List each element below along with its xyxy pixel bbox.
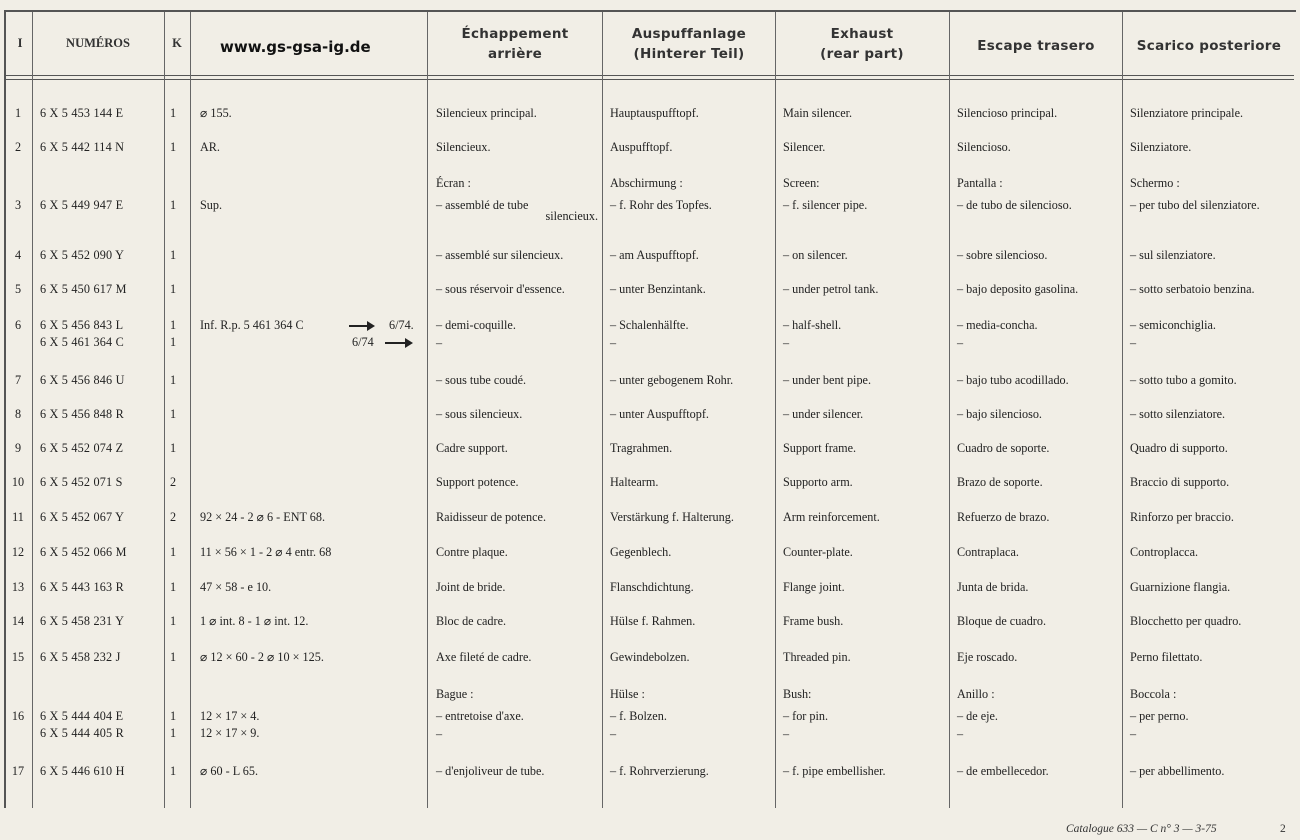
group-heading-it: Boccola :	[1130, 687, 1177, 701]
description-it: – per tubo del silenziatore.	[1130, 198, 1260, 212]
description-de: – unter Auspufftopf.	[610, 407, 709, 421]
date-from: 6/74.	[389, 318, 414, 332]
description-it: Rinforzo per braccio.	[1130, 510, 1234, 524]
header-german	[604, 24, 774, 64]
website-url: www.gs-gsa-ig.de	[220, 38, 371, 56]
arrow-icon	[385, 342, 407, 344]
description-it: Silenziatore principale.	[1130, 106, 1244, 120]
dash-es: –	[957, 336, 964, 350]
header-english-line2: (rear part)	[820, 46, 904, 62]
quantity: 1	[170, 709, 177, 723]
quantity: 2	[170, 475, 177, 489]
quantity: 1	[170, 441, 177, 455]
part-number: 6 X 5 446 610 H	[40, 764, 125, 778]
description-fr: – sous tube coudé.	[436, 373, 527, 387]
specification: ⌀ 60 - L 65.	[200, 764, 258, 778]
top-border	[4, 10, 1296, 12]
description-en: Flange joint.	[783, 580, 845, 594]
row-index: 3	[14, 198, 22, 212]
part-number: 6 X 5 458 231 Y	[40, 614, 125, 628]
date-until: 6/74	[352, 335, 374, 349]
quantity: 1	[170, 650, 177, 664]
description-fr: Joint de bride.	[436, 580, 506, 594]
col-line-8	[1122, 12, 1123, 808]
quantity: 1	[170, 614, 177, 628]
description-en: – under silencer.	[783, 407, 864, 421]
header-french-line2: arrière	[487, 46, 543, 62]
description-de: Auspufftopf.	[610, 140, 673, 154]
part-number: 6 X 5 444 404 E	[40, 709, 124, 723]
description-fr: Silencieux.	[436, 140, 491, 154]
description-fr: – assemblé sur silencieux.	[436, 248, 564, 262]
group-heading-fr: Bague :	[436, 687, 474, 701]
description-de: Tragrahmen.	[610, 441, 673, 455]
specification: Sup.	[200, 198, 223, 212]
part-number: 6 X 5 452 074 Z	[40, 441, 124, 455]
description-it: – per abbellimento.	[1130, 764, 1225, 778]
row-index: 10	[11, 475, 25, 489]
header-divider-2	[6, 79, 1294, 80]
description-it: Perno filettato.	[1130, 650, 1203, 664]
part-number: 6 X 5 452 071 S	[40, 475, 123, 489]
col-line-2	[164, 12, 165, 808]
part-number: 6 X 5 452 067 Y	[40, 510, 125, 524]
col-line-6	[775, 12, 776, 808]
row-index: 13	[11, 580, 25, 594]
description-fr: Raidisseur de potence.	[436, 510, 546, 524]
description-it: Quadro di supporto.	[1130, 441, 1228, 455]
dash-en: –	[783, 727, 790, 741]
part-number: 6 X 5 453 144 E	[40, 106, 124, 120]
part-number: 6 X 5 456 843 L	[40, 318, 124, 332]
row-index: 5	[14, 282, 22, 296]
row-index: 8	[14, 407, 22, 421]
row-index: 9	[14, 441, 22, 455]
part-number: 6 X 5 456 846 U	[40, 373, 125, 387]
part-number: 6 X 5 458 232 J	[40, 650, 121, 664]
description-de: Haltearm.	[610, 475, 659, 489]
group-heading-en: Screen:	[783, 176, 820, 190]
specification: 1 ⌀ int. 8 - 1 ⌀ int. 12.	[200, 614, 309, 628]
specification-2: 12 × 17 × 9.	[200, 726, 260, 740]
description-it: – per perno.	[1130, 709, 1189, 723]
description-it: – sotto serbatoio benzina.	[1130, 282, 1255, 296]
quantity: 1	[170, 407, 177, 421]
description-fr: Cadre support.	[436, 441, 508, 455]
part-number: 6 X 5 452 066 M	[40, 545, 127, 559]
description-fr: – entretoise d'axe.	[436, 709, 524, 723]
header-spanish: Escape trasero	[977, 38, 1095, 54]
part-number: 6 X 5 456 848 R	[40, 407, 124, 421]
part-number-2: 6 X 5 461 364 C	[40, 335, 124, 349]
description-en: Counter-plate.	[783, 545, 853, 559]
row-index: 11	[12, 510, 24, 524]
quantity: 1	[170, 248, 177, 262]
description-en: – f. pipe embellisher.	[783, 764, 886, 778]
description-es: – de tubo de silencioso.	[957, 198, 1072, 212]
header-divider	[6, 75, 1294, 76]
quantity: 1	[170, 198, 177, 212]
header-english-line1: Exhaust	[830, 26, 894, 42]
group-heading-de: Hülse :	[610, 687, 645, 701]
quantity-2: 1	[170, 726, 177, 740]
quantity: 1	[170, 282, 177, 296]
description-de: Gegenblech.	[610, 545, 672, 559]
description-fr: – sous silencieux.	[436, 407, 523, 421]
description-en: Supporto arm.	[783, 475, 853, 489]
description-it: Guarnizione flangia.	[1130, 580, 1231, 594]
description-it: Controplacca.	[1130, 545, 1199, 559]
description-fr: Contre plaque.	[436, 545, 508, 559]
description-de: – Schalenhälfte.	[610, 318, 689, 332]
catalogue-reference: Catalogue 633 — C n° 3 — 3-75	[1066, 823, 1217, 835]
description-es: Junta de brida.	[957, 580, 1029, 594]
row-index: 14	[11, 614, 25, 628]
description-es: – sobre silencioso.	[957, 248, 1048, 262]
description-fr: Support potence.	[436, 475, 519, 489]
dash-es: –	[957, 727, 964, 741]
left-border	[4, 10, 6, 808]
specification: 92 × 24 - 2 ⌀ 6 - ENT 68.	[200, 510, 326, 524]
description-es: – de eje.	[957, 709, 998, 723]
specification: 12 × 17 × 4.	[200, 709, 260, 723]
specification: 47 × 58 - e 10.	[200, 580, 272, 594]
header-col-i: I	[17, 36, 23, 50]
description-de: – f. Bolzen.	[610, 709, 667, 723]
group-heading-en: Bush:	[783, 687, 812, 701]
dash-fr: –	[436, 727, 443, 741]
description-en: Support frame.	[783, 441, 857, 455]
header-french-line1: Échappement	[461, 26, 569, 42]
row-index: 15	[11, 650, 25, 664]
specification: Inf. R.p. 5 461 364 C	[200, 318, 304, 332]
header-col-numeros: NUMÉROS	[66, 36, 130, 50]
header-italian: Scarico posteriore	[1136, 38, 1282, 54]
description-fr: – sous réservoir d'essence.	[436, 282, 565, 296]
col-line-4	[427, 12, 428, 808]
part-number: 6 X 5 442 114 N	[40, 140, 125, 154]
row-index: 2	[14, 140, 22, 154]
col-line-7	[949, 12, 950, 808]
row-index: 16	[11, 709, 25, 723]
description-en: – half-shell.	[783, 318, 842, 332]
description-fr: – demi-coquille.	[436, 318, 516, 332]
dash-it: –	[1130, 727, 1137, 741]
group-heading-de: Abschirmung :	[610, 176, 683, 190]
arrow-icon	[349, 325, 369, 327]
description-it: – sotto silenziatore.	[1130, 407, 1226, 421]
group-heading-es: Anillo :	[957, 687, 995, 701]
description-es: – media-concha.	[957, 318, 1038, 332]
description-it: – semiconchiglia.	[1130, 318, 1216, 332]
description-es: Refuerzo de brazo.	[957, 510, 1050, 524]
quantity: 1	[170, 764, 177, 778]
description-es: – de embellecedor.	[957, 764, 1049, 778]
dash-de: –	[610, 727, 617, 741]
description-es: Bloque de cuadro.	[957, 614, 1047, 628]
description-es: – bajo tubo acodillado.	[957, 373, 1069, 387]
description-de: Verstärkung f. Halterung.	[610, 510, 734, 524]
col-line-1	[32, 12, 33, 808]
row-index: 1	[14, 106, 22, 120]
description-es: – bajo silencioso.	[957, 407, 1042, 421]
description-de: – unter gebogenem Rohr.	[610, 373, 734, 387]
description-it: – sotto tubo a gomito.	[1130, 373, 1237, 387]
header-english	[777, 24, 947, 64]
group-heading-it: Schermo :	[1130, 176, 1180, 190]
dash-it: –	[1130, 336, 1137, 350]
part-number: 6 X 5 450 617 M	[40, 282, 127, 296]
description-de: Flanschdichtung.	[610, 580, 694, 594]
description-es: Silencioso principal.	[957, 106, 1058, 120]
part-number: 6 X 5 452 090 Y	[40, 248, 125, 262]
description-de: – unter Benzintank.	[610, 282, 706, 296]
group-heading-fr: Écran :	[436, 176, 471, 190]
page-number: 2	[1280, 823, 1286, 835]
specification: AR.	[200, 140, 220, 154]
description-de: Hülse f. Rahmen.	[610, 614, 696, 628]
row-index: 4	[14, 248, 22, 262]
description-de: Gewindebolzen.	[610, 650, 690, 664]
description-fr: Axe fileté de cadre.	[436, 650, 532, 664]
description-it: Braccio di supporto.	[1130, 475, 1230, 489]
quantity: 1	[170, 106, 177, 120]
description-en: – f. silencer pipe.	[783, 198, 868, 212]
dash-de: –	[610, 336, 617, 350]
specification: ⌀ 155.	[200, 106, 232, 120]
group-heading-es: Pantalla :	[957, 176, 1003, 190]
row-index: 17	[11, 764, 25, 778]
dash-en: –	[783, 336, 790, 350]
description-fr: – d'enjoliveur de tube.	[436, 764, 545, 778]
quantity: 2	[170, 510, 177, 524]
col-line-5	[602, 12, 603, 808]
description-it: Silenziatore.	[1130, 140, 1192, 154]
description-es: Cuadro de soporte.	[957, 441, 1050, 455]
description-en: – for pin.	[783, 709, 829, 723]
quantity: 1	[170, 580, 177, 594]
quantity: 1	[170, 318, 177, 332]
quantity-2: 1	[170, 335, 177, 349]
header-german-line2: (Hinterer Teil)	[633, 46, 745, 62]
description-es: – bajo deposito gasolina.	[957, 282, 1079, 296]
description-de: – am Auspufftopf.	[610, 248, 699, 262]
row-index: 12	[11, 545, 25, 559]
description-en: Arm reinforcement.	[783, 510, 880, 524]
description-en: Main silencer.	[783, 106, 853, 120]
description-en: Threaded pin.	[783, 650, 851, 664]
description-de: – f. Rohrverzierung.	[610, 764, 709, 778]
dash-fr: –	[436, 336, 443, 350]
description-fr: – assemblé de tube	[436, 198, 529, 212]
description-en: – on silencer.	[783, 248, 848, 262]
description-de: – f. Rohr des Topfes.	[610, 198, 712, 212]
part-number: 6 X 5 443 163 R	[40, 580, 124, 594]
row-index: 7	[14, 373, 22, 387]
description-de: Hauptauspufftopf.	[610, 106, 699, 120]
description-es: Contraplaca.	[957, 545, 1019, 559]
header-french	[430, 24, 600, 64]
quantity: 1	[170, 140, 177, 154]
description-es: Brazo de soporte.	[957, 475, 1043, 489]
specification: 11 × 56 × 1 - 2 ⌀ 4 entr. 68	[200, 545, 332, 559]
specification: ⌀ 12 × 60 - 2 ⌀ 10 × 125.	[200, 650, 324, 664]
quantity: 1	[170, 545, 177, 559]
description-en: Silencer.	[783, 140, 826, 154]
col-line-3	[190, 12, 191, 808]
row-index: 6	[14, 318, 22, 332]
description-en: – under petrol tank.	[783, 282, 879, 296]
description-es: Eje roscado.	[957, 650, 1018, 664]
header-german-line1: Auspuffanlage	[631, 26, 747, 42]
description-en: – under bent pipe.	[783, 373, 871, 387]
description-it: Blocchetto per quadro.	[1130, 614, 1242, 628]
description-en: Frame bush.	[783, 614, 844, 628]
part-number-2: 6 X 5 444 405 R	[40, 726, 124, 740]
description-fr: Silencieux principal.	[436, 106, 537, 120]
description-it: – sul silenziatore.	[1130, 248, 1216, 262]
header-col-k: K	[172, 36, 182, 50]
description-fr: Bloc de cadre.	[436, 614, 507, 628]
description-fr-cont: silencieux.	[545, 209, 598, 223]
quantity: 1	[170, 373, 177, 387]
description-es: Silencioso.	[957, 140, 1011, 154]
part-number: 6 X 5 449 947 E	[40, 198, 124, 212]
